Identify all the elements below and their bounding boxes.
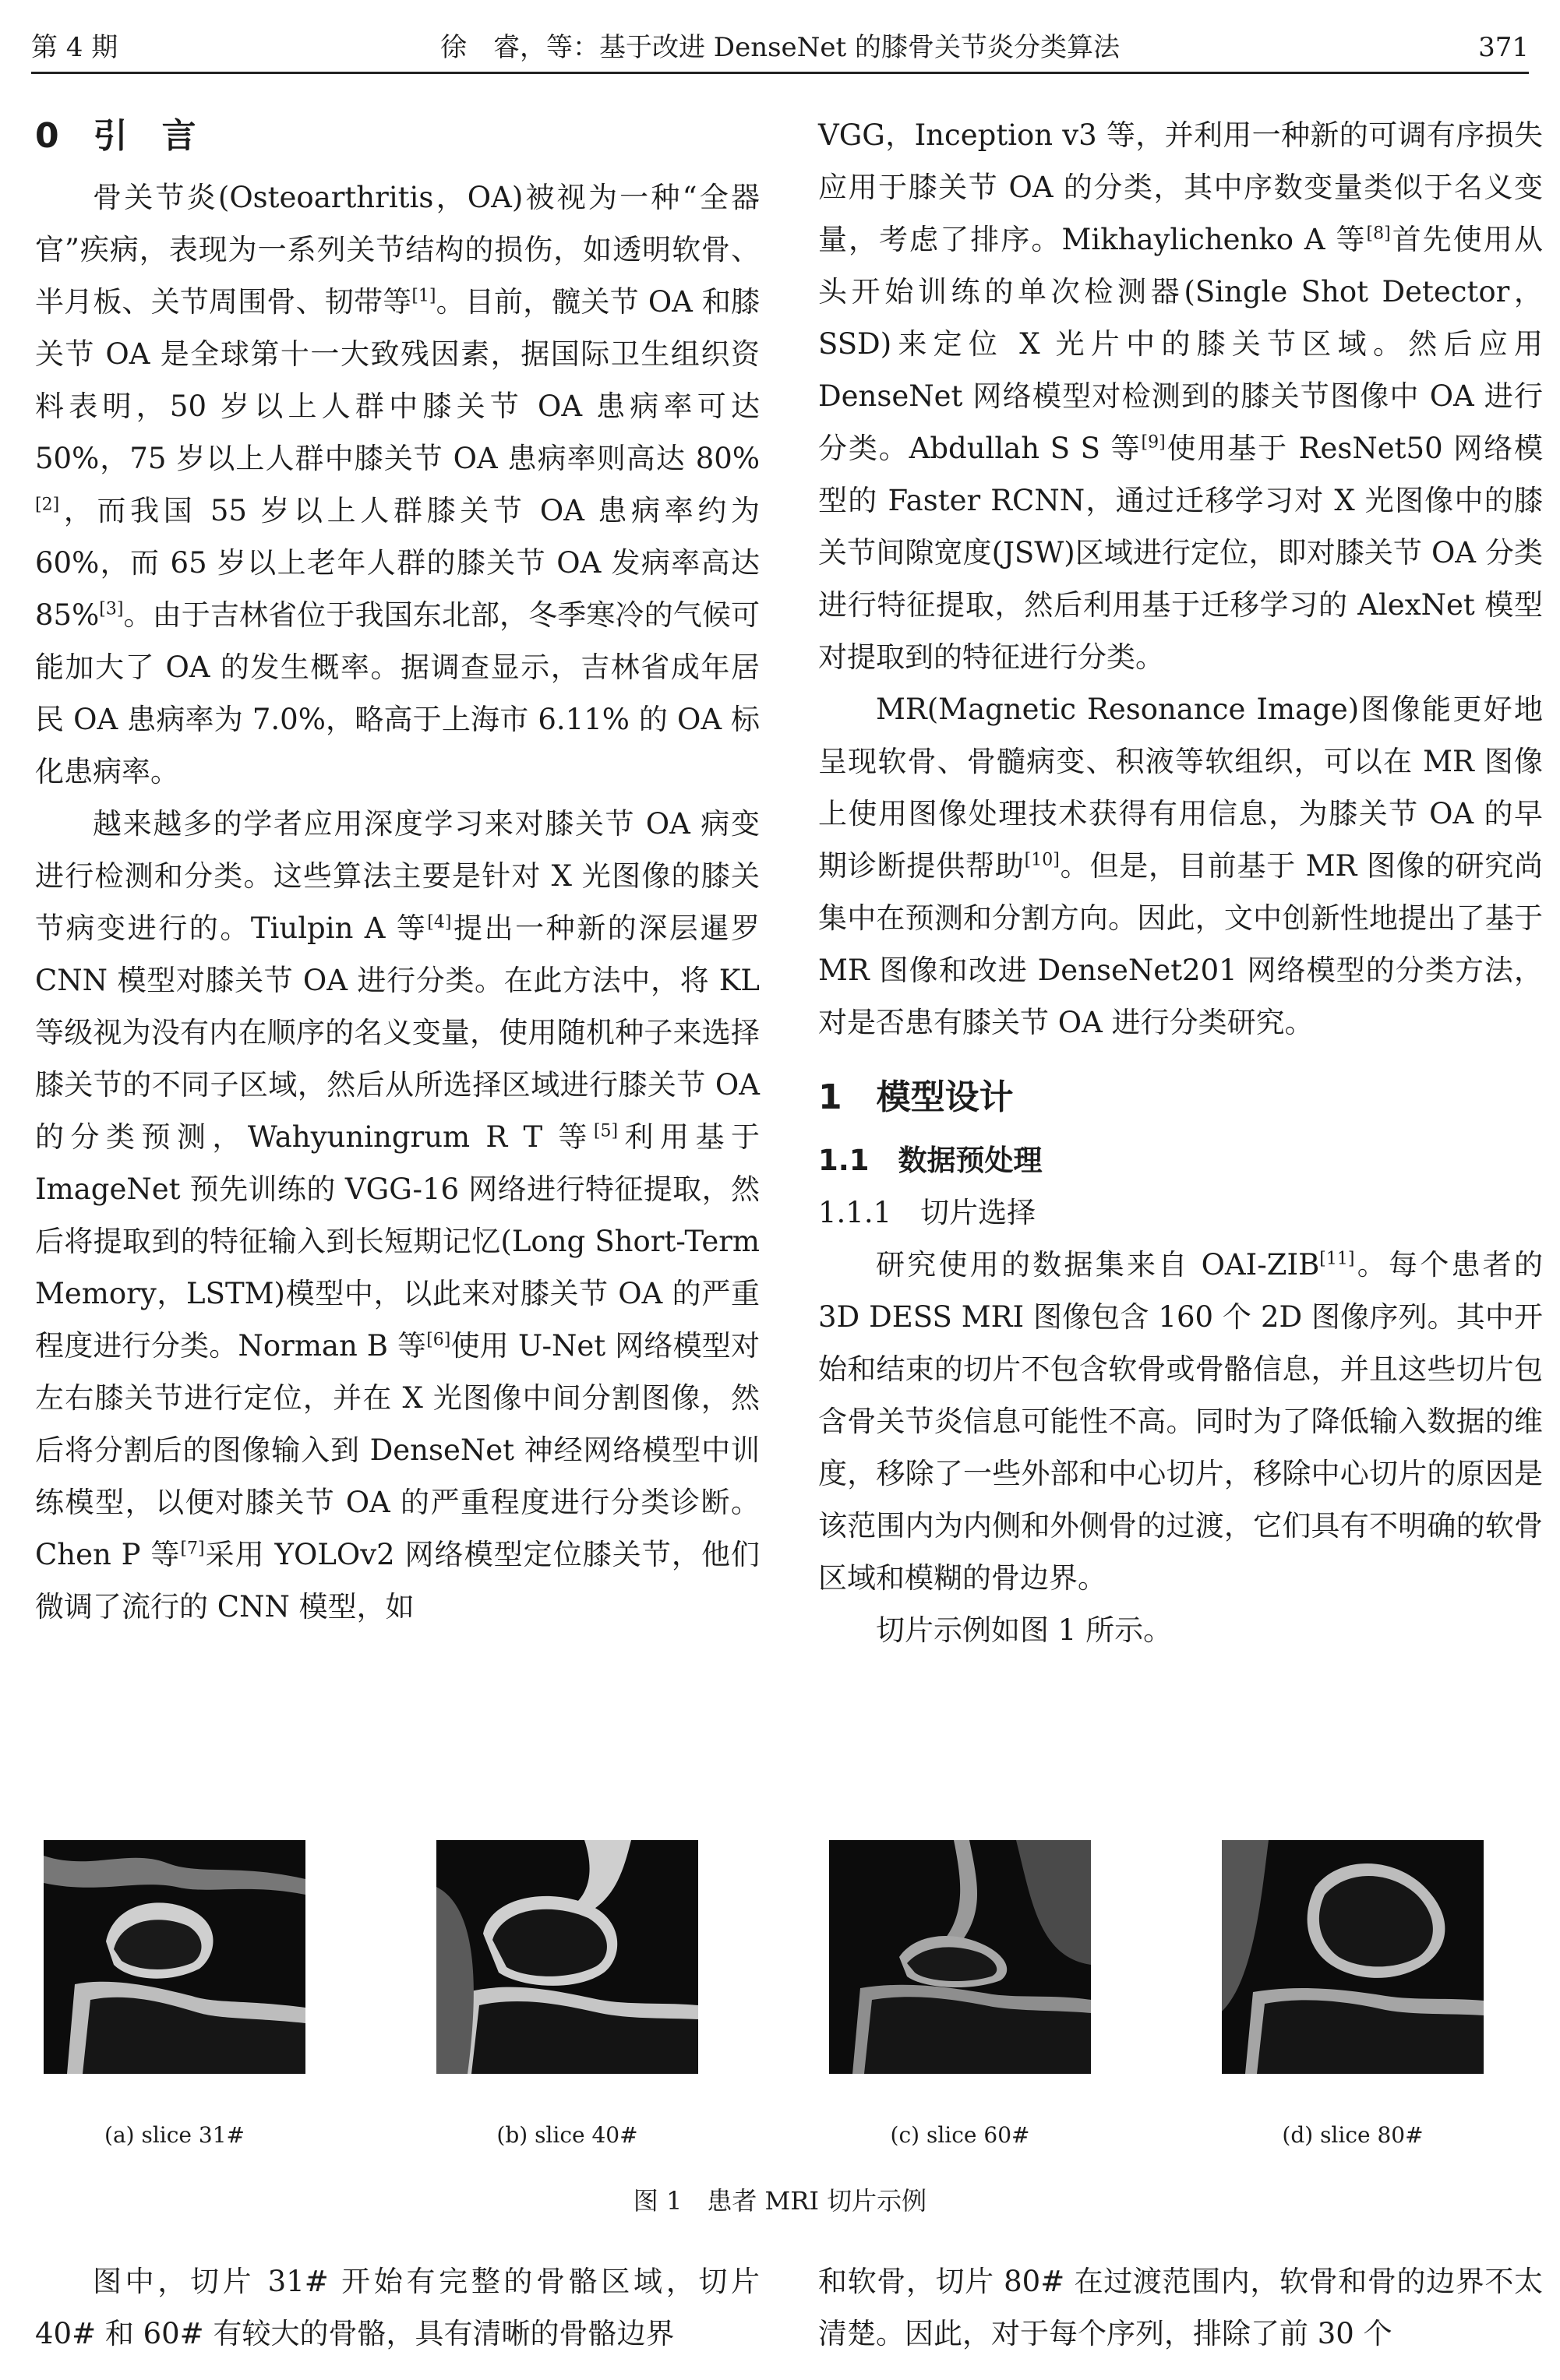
right-column [818,109,1543,1656]
citation[interactable]: [11] [1319,1249,1355,1269]
subsubsection-heading-1-1-1: 1.1.1 切片选择 [818,1196,1036,1229]
citation[interactable]: [10] [1024,850,1060,870]
mri-slice-image [44,1840,305,2074]
continuation-right [818,2255,1543,2360]
citation[interactable]: [1] [411,286,436,306]
method-paragraph-2: 切片示例如图 1 所示。 [876,1613,1173,1647]
figure-discussion-left: 图中，切片 31# 开始有完整的骨骼区域，切片 40# 和 60# 有较大的骨骼，具有清晰的骨骼边界 [35,2265,760,2350]
figure-panel-c [829,1840,1091,2148]
mri-slice-image [436,1840,698,2074]
citation[interactable]: [6] [426,1330,451,1350]
figure-panel-b [436,1840,698,2148]
figure-panel-caption: (c) slice 60# [890,2122,1030,2148]
mri-slice-image [829,1840,1091,2074]
intro-paragraph-1: 骨关节炎(Osteoarthritis，OA)被视为一种“全器官”疾病，表现为一系列关节结构的损伤，如透明软骨、半月板、关节周围骨、韧带等[1]。目前，髋关节 OA 和膝关节 OA 是全球第十一大致残因素，据国际卫生组织资料表明，50 岁以上人群中膝关节 OA 患病率可达 50%，75 岁以上人群中膝关节 OA 患病率则高达 80%[2]，而我国 55 岁以上人群膝关节 OA 患病率约为 60%，而 65 岁以上老年人群的膝关节 OA 发病率高达 85%[3]。由于吉林省位于我国东北部，冬季寒冷的气候可能加大了 OA 的发生概率。据调查显示，吉林省成年居民 OA 患病率为 7.0%，略高于上海市 6.11% 的 OA 标化患病率。 [35,181,761,788]
mri-slice-image [1222,1840,1484,2074]
page-number: 371 [1478,32,1529,63]
issue-number: 第 4 期 [31,32,118,63]
figure-1 [39,1840,1519,2152]
figure-discussion-right: 和软骨，切片 80# 在过渡范围内，软骨和骨的边界不太清楚。因此，对于每个序列，排除了前 30 个 [818,2265,1543,2350]
figure-panel-caption: (b) slice 40# [496,2122,638,2148]
left-column [35,109,760,1633]
citation[interactable]: [9] [1141,432,1166,453]
intro-paragraph-4: MR(Magnetic Resonance Image)图像能更好地呈现软骨、骨髓病变、积液等软组织，可以在 MR 图像上使用图像处理技术获得有用信息，为膝关节 OA 的早期诊断提供帮助[10]。但是，目前基于 MR 图像的研究尚集中在预测和分割方向。因此，文中创新性地提出了基于 MR 图像和改进 DenseNet201 网络模型的分类方法，对是否患有膝关节 OA 进行分类研究。 [818,693,1544,1039]
intro-paragraph-2: 越来越多的学者应用深度学习来对膝关节 OA 病变进行检测和分类。这些算法主要是针对 X 光图像的膝关节病变进行的。Tiulpin A 等[4]提出一种新的深层暹罗 CNN 模型对膝关节 OA 进行分类。在此方法中，将 KL 等级视为没有内在顺序的名义变量，使用随机种子来选择膝关节的不同子区域，然后从所选择区域进行膝关节 OA 的分类预测，Wahyuningrum R T 等[5]利用基于 ImageNet 预先训练的 VGG-16 网络进行特征提取，然后将提取到的特征输入到长短期记忆(Long Short-Term Memory，LSTM)模型中，以此来对膝关节 OA 的严重程度进行分类。Norman B 等[6]使用 U-Net 网络模型对左右膝关节进行定位，并在 X 光图像中间分割图像，然后将分割后的图像输入到 DenseNet 神经网络模型中训练模型，以便对膝关节 OA 的严重程度进行分类诊断。Chen P 等[7]采用 YOLOv2 网络模型定位膝关节，他们微调了流行的 CNN 模型，如 [35,807,760,1624]
figure-title: 图 1 患者 MRI 切片示例 [633,2186,927,2216]
figure-panel-a [44,1840,305,2148]
citation[interactable]: [3] [99,599,124,619]
citation[interactable]: [5] [593,1121,619,1141]
running-title: 徐 睿，等：基于改进 DenseNet 的膝骨关节炎分类算法 [440,32,1120,63]
running-header [31,23,1529,74]
section-heading-model: 1 模型设计 [818,1077,1014,1117]
citation[interactable]: [2] [35,495,60,515]
continuation-left [35,2255,760,2360]
subsection-heading-1-1: 1.1 数据预处理 [818,1144,1043,1177]
figure-panel-caption: (a) slice 31# [104,2122,245,2148]
figure-panel-d [1222,1840,1484,2148]
citation[interactable]: [7] [180,1539,205,1559]
figure-panel-caption: (d) slice 80# [1282,2122,1424,2148]
method-paragraph-1: 研究使用的数据集来自 OAI-ZIB[11]。每个患者的 3D DESS MRI 图像包含 160 个 2D 图像序列。其中开始和结束的切片不包含软骨或骨骼信息，并且这些切片包含骨关节炎信息可能性不高。同时为了降低输入数据的维度，移除了一些外部和中心切片，移除中心切片的原因是该范围内为内侧和外侧骨的过渡，它们具有不明确的软骨区域和模糊的骨边界。 [818,1248,1543,1595]
citation[interactable]: [4] [427,912,452,933]
intro-paragraph-3: VGG，Inception v3 等，并利用一种新的可调有序损失应用于膝关节 OA 的分类，其中序数变量类似于名义变量，考虑了排序。Mikhaylichenko A 等[8]首先使用从头开始训练的单次检测器(Single Shot Detector，SSD)来定位 X 光片中的膝关节区域。然后应用 DenseNet 网络模型对检测到的膝关节图像中 OA 进行分类。Abdullah S S 等[9]使用基于 ResNet50 网络模型的 Faster RCNN，通过迁移学习对 X 光图像中的膝关节间隙宽度(JSW)区域进行定位，即对膝关节 OA 分类进行特征提取，然后利用基于迁移学习的 AlexNet 模型对提取到的特征进行分类。 [818,118,1543,674]
section-heading-intro: 0 引 言 [35,116,196,156]
citation[interactable]: [8] [1366,224,1391,244]
